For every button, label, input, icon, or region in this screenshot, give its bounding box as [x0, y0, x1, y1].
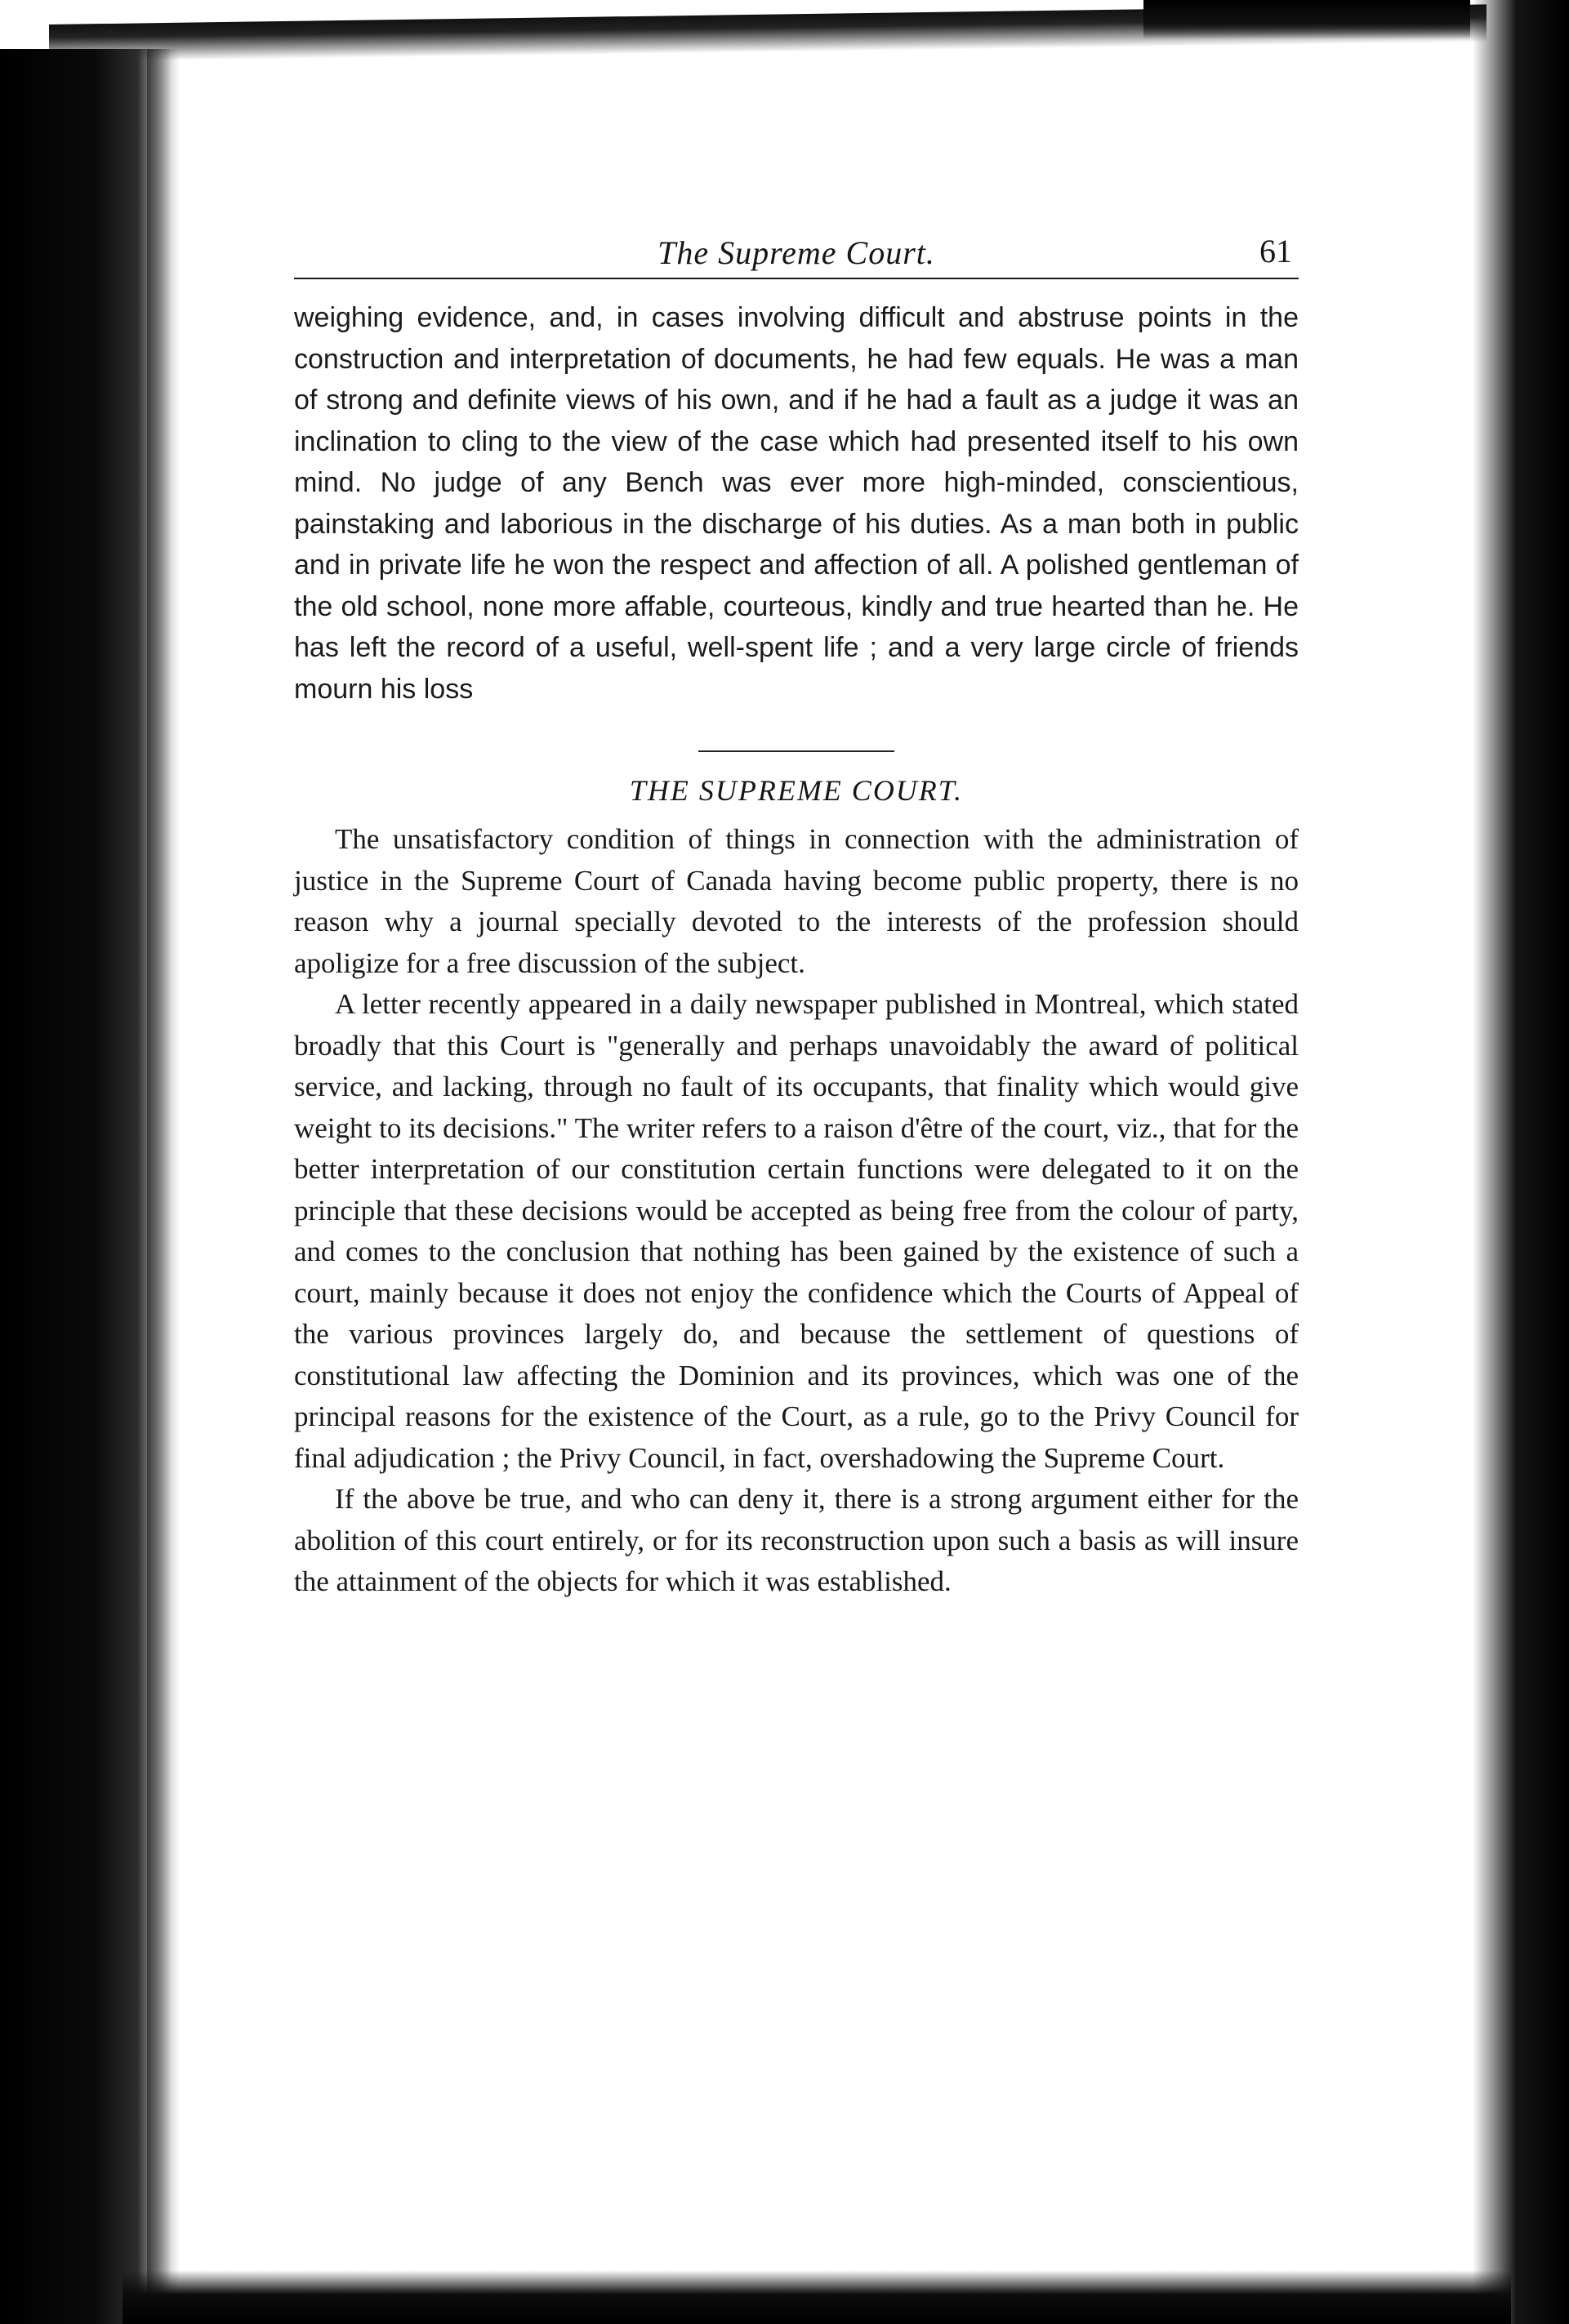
scan-border-bottom: [123, 2270, 1511, 2324]
book-page: [294, 220, 1299, 2197]
scan-border-top-right: [1143, 0, 1470, 39]
scan-border-left-shadow: [147, 49, 180, 2324]
continued-paragraph: weighing evidence, and, in cases involving difficult and abstruse points in the construction and interpretation of documents, he had few equals. He was a man of strong and definite views of his own, and if he had a fault as a judge it was an inclination to cling to the view of the case which had presented itself to his own mind. No judge of any Bench was ever more high-minded, conscientious, painstaking and laborious in the discharge of his duties. As a man both in public and in private life he won the respect and affection of all. A polished gentleman of the old school, none more affable, courteous, kindly and true hearted than he. He has left the record of a useful, well-spent life ; and a very large circle of friends mourn his loss: [294, 302, 1299, 705]
running-title: The Supreme Court.: [657, 234, 935, 271]
article-body: [294, 819, 1299, 1603]
scan-border-right: [1473, 0, 1569, 2324]
scan-border-left: [0, 49, 172, 2324]
section-heading: THE SUPREME COURT.: [629, 774, 964, 807]
article-paragraph: A letter recently appeared in a daily newspaper published in Montreal, which stated broadly that this Court is "generally and perhaps unavoidably the award of political service, and lacking, through no fault of its occupants, that finality which would give weight to its decisions." The writer refers to a raison d'être of the court, viz., that for the better interpretation of our constitution certain functions were delegated to it on the principle that these decisions would be accepted as being free from the colour of party, and comes to the conclusion that nothing has been gained by the existence of such a court, mainly because it does not enjoy the confidence which the Courts of Appeal of the various provinces largely do, and because the settlement of questions of constitutional law affecting the Dominion and its provinces, which was one of the principal reasons for the existence of the Court, as a rule, go to the Privy Council for final adjudication ; the Privy Council, in fact, overshadowing the Supreme Court.: [294, 988, 1299, 1474]
continued-paragraph-block: [294, 297, 1299, 710]
running-head: [294, 220, 1299, 279]
section-divider: [698, 750, 894, 752]
article-paragraph: The unsatisfactory condition of things in connection with the administration of justice in the Supreme Court of Canada having become public property, there is no reason why a journal specially devoted to the interests of the profession should apoligize for a free discussion of the subject.: [294, 823, 1299, 979]
page-number: 61: [1259, 233, 1292, 269]
article-paragraph: If the above be true, and who can deny it, there is a strong argument either for the abolition of this court entirely, or for its reconstruction upon such a basis as will insure the attainment of the objects for which it was established.: [294, 1483, 1299, 1597]
